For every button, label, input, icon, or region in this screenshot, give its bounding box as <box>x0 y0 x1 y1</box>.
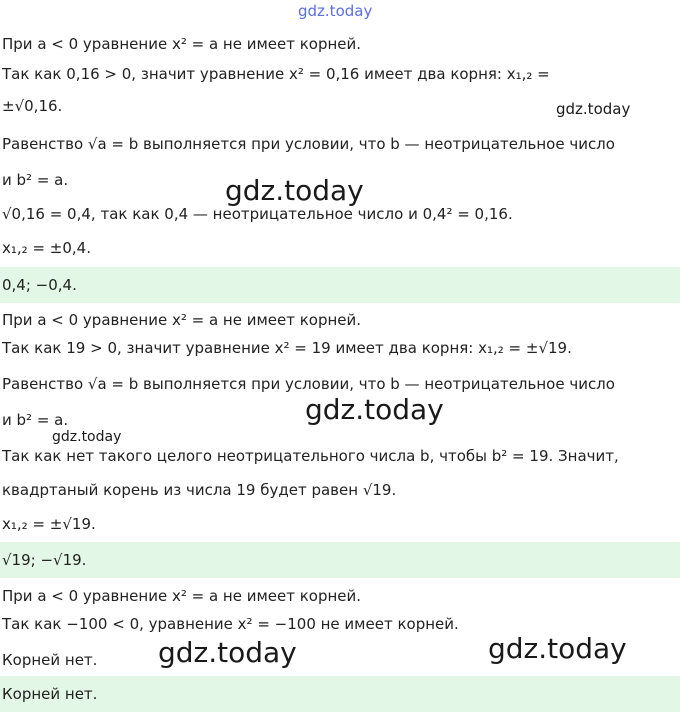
solution-line: Так как −100 < 0, уравнение x² = −100 не имеет корней. <box>2 615 459 633</box>
watermark: gdz.today <box>225 174 364 207</box>
solution-line: Так как нет такого целого неотрицательного числа b, чтобы b² = 19. Значит, <box>2 447 619 465</box>
solution-line: Равенство √a = b выполняется при условии, что b — неотрицательное число <box>2 375 615 393</box>
solution-line: При a < 0 уравнение x² = a не имеет корней. <box>2 311 362 329</box>
solution-line: и b² = a. <box>2 171 69 189</box>
solution-line: При a < 0 уравнение x² = a не имеет корней. <box>2 587 362 605</box>
solution-line: x₁,₂ = ±√19. <box>2 515 96 533</box>
watermark: gdz.today <box>298 2 373 20</box>
watermark: gdz.today <box>158 636 297 669</box>
watermark: gdz.today <box>488 632 627 665</box>
solution-line: Корней нет. <box>2 651 98 669</box>
solution-line: и b² = a. <box>2 411 69 429</box>
solution-line: При a < 0 уравнение x² = a не имеет корней. <box>2 35 362 53</box>
solution-line: ±√0,16. <box>2 97 63 115</box>
solution-line: x₁,₂ = ±0,4. <box>2 239 91 257</box>
answer-line: Корней нет. <box>0 676 680 712</box>
answer-line: 0,4; −0,4. <box>0 267 680 303</box>
answer-line: √19; −√19. <box>0 542 680 578</box>
solution-line: √0,16 = 0,4, так как 0,4 — неотрицательное число и 0,4² = 0,16. <box>2 205 513 223</box>
watermark: gdz.today <box>305 393 444 426</box>
watermark: gdz.today <box>556 100 631 118</box>
solution-line: Так как 19 > 0, значит уравнение x² = 19 имеет два корня: x₁,₂ = ±√19. <box>2 339 572 357</box>
solution-line: Так как 0,16 > 0, значит уравнение x² = 0,16 имеет два корня: x₁,₂ = <box>2 65 550 83</box>
solution-line: Равенство √a = b выполняется при условии, что b — неотрицательное число <box>2 135 615 153</box>
solution-line: квадртаный корень из числа 19 будет равен √19. <box>2 481 397 499</box>
watermark: gdz.today <box>52 429 122 445</box>
